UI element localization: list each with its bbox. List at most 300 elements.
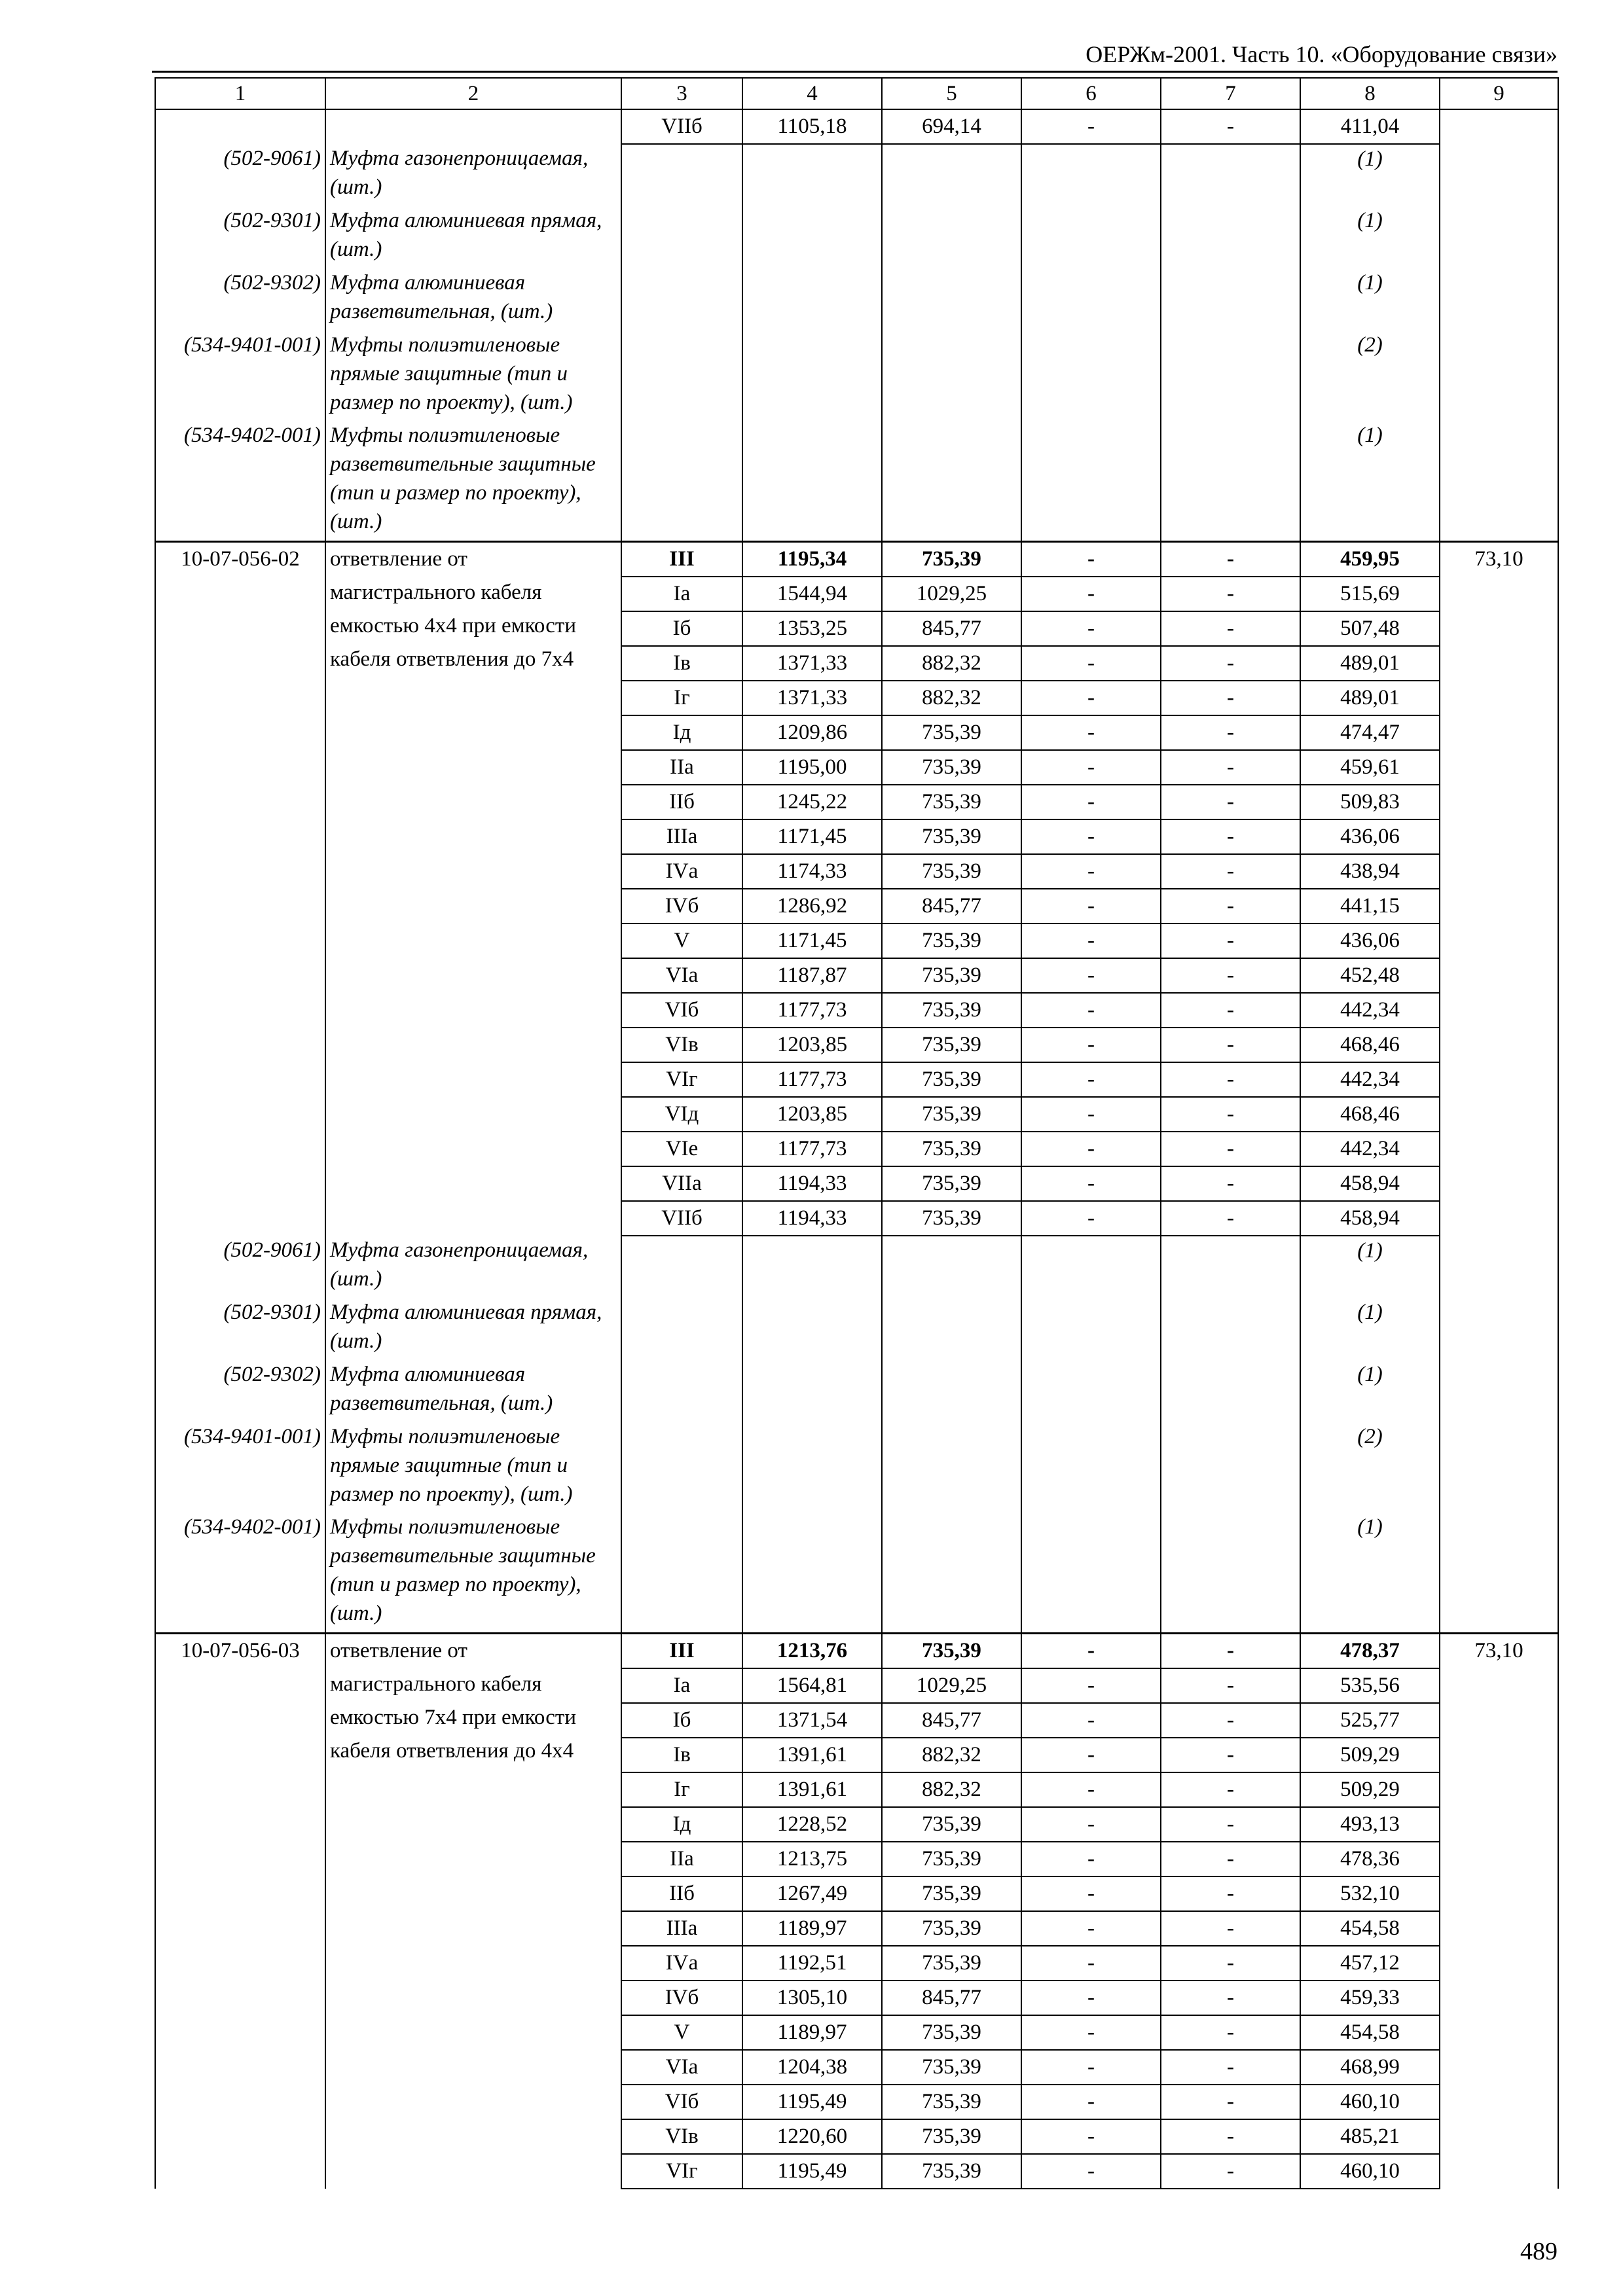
cell-c7: - <box>1161 1807 1300 1842</box>
cell-c5: 735,39 <box>882 785 1021 819</box>
cell-c6: - <box>1021 2050 1161 2085</box>
cell-c3: IIа <box>621 1842 742 1876</box>
empty-cell <box>1440 144 1558 206</box>
cell-c3: VIе <box>621 1132 742 1166</box>
cell-c6: - <box>1021 750 1161 785</box>
cell-c3: VIв <box>621 1028 742 1062</box>
cell-c8: 452,48 <box>1300 958 1440 993</box>
norm-description: ответвление от магистрального кабеля емкостью 4х4 при емкости кабеля ответвления до 7х4 <box>325 542 621 1202</box>
cell-c3: Iд <box>621 1807 742 1842</box>
cell-c8: 442,34 <box>1300 1132 1440 1166</box>
cell-c4: 1353,25 <box>742 611 882 646</box>
empty-cell <box>621 144 742 206</box>
empty-cell <box>621 268 742 331</box>
rates-table <box>155 77 1559 2189</box>
cell-c7: - <box>1161 1911 1300 1946</box>
cell-c5: 1029,25 <box>882 577 1021 611</box>
cell-c8: 442,34 <box>1300 993 1440 1028</box>
empty-cell <box>155 109 325 144</box>
cell-c5: 735,39 <box>882 1132 1021 1166</box>
material-quantity: (1) <box>1300 1360 1440 1422</box>
cell-c3: Iв <box>621 1738 742 1772</box>
norm-header-row <box>155 1634 1558 1669</box>
cell-c3: V <box>621 924 742 958</box>
empty-cell <box>621 1422 742 1513</box>
cell-c6: - <box>1021 1772 1161 1807</box>
cell-c4: 1105,18 <box>742 109 882 144</box>
column-number: 6 <box>1021 78 1161 109</box>
cell-c7: - <box>1161 1668 1300 1703</box>
empty-cell <box>1440 1513 1558 1634</box>
empty-cell <box>882 1513 1021 1634</box>
cell-c4: 1228,52 <box>742 1807 882 1842</box>
empty-cell <box>742 144 882 206</box>
cell-c6: - <box>1021 542 1161 577</box>
cell-c7: - <box>1161 1097 1300 1132</box>
material-code: (534-9401-001) <box>155 1422 325 1513</box>
material-code: (502-9302) <box>155 1360 325 1422</box>
header-rule <box>152 71 1558 73</box>
material-row <box>155 421 1558 542</box>
column-number: 8 <box>1300 78 1440 109</box>
empty-cell <box>882 421 1021 542</box>
cell-c4: 1194,33 <box>742 1201 882 1236</box>
region-row <box>155 1201 1558 1236</box>
cell-c5: 735,39 <box>882 1911 1021 1946</box>
empty-cell <box>621 331 742 421</box>
cell-c8: 458,94 <box>1300 1201 1440 1236</box>
cell-c3: Iа <box>621 1668 742 1703</box>
cell-c7: - <box>1161 1062 1300 1097</box>
cell-c8: 485,21 <box>1300 2119 1440 2154</box>
cell-c4: 1195,34 <box>742 542 882 577</box>
cell-c4: 1174,33 <box>742 854 882 889</box>
cell-c7: - <box>1161 889 1300 924</box>
cell-c5: 882,32 <box>882 646 1021 681</box>
cell-c7: - <box>1161 993 1300 1028</box>
cell-c7: - <box>1161 1634 1300 1669</box>
cell-c8: 509,29 <box>1300 1738 1440 1772</box>
cell-c8: 454,58 <box>1300 2015 1440 2050</box>
cell-c4: 1171,45 <box>742 924 882 958</box>
empty-cell <box>882 1360 1021 1422</box>
cell-c4: 1371,54 <box>742 1703 882 1738</box>
cell-c8: 525,77 <box>1300 1703 1440 1738</box>
cell-c6: - <box>1021 993 1161 1028</box>
norm-code: 10-07-056-02 <box>155 542 325 1202</box>
cell-c4: 1391,61 <box>742 1772 882 1807</box>
material-code: (534-9401-001) <box>155 331 325 421</box>
cell-c8: 436,06 <box>1300 924 1440 958</box>
cell-c5: 735,39 <box>882 1946 1021 1981</box>
empty-cell <box>1440 1360 1558 1422</box>
empty-cell <box>325 1201 621 1236</box>
empty-cell <box>621 1298 742 1360</box>
cell-c5: 735,39 <box>882 1028 1021 1062</box>
cell-c4: 1203,85 <box>742 1097 882 1132</box>
cell-c3: IVб <box>621 1981 742 2015</box>
empty-cell <box>1021 1422 1161 1513</box>
cell-c8: 478,36 <box>1300 1842 1440 1876</box>
cell-c3: Iб <box>621 611 742 646</box>
empty-cell <box>621 206 742 268</box>
cell-c3: IIб <box>621 785 742 819</box>
empty-cell <box>621 1360 742 1422</box>
cell-c7: - <box>1161 1876 1300 1911</box>
cell-c6: - <box>1021 1668 1161 1703</box>
cell-c7: - <box>1161 1703 1300 1738</box>
cell-c5: 735,39 <box>882 1062 1021 1097</box>
cell-c5: 1029,25 <box>882 1668 1021 1703</box>
empty-cell <box>1161 421 1300 542</box>
material-name: Муфта алюминиевая разветвительная, (шт.) <box>325 1360 621 1422</box>
empty-cell <box>1021 421 1161 542</box>
cell-c3: VIб <box>621 993 742 1028</box>
column-number: 7 <box>1161 78 1300 109</box>
cell-c7: - <box>1161 1772 1300 1807</box>
cell-c7: - <box>1161 577 1300 611</box>
cell-c4: 1194,33 <box>742 1166 882 1201</box>
empty-cell <box>742 268 882 331</box>
cell-c5: 735,39 <box>882 1634 1021 1669</box>
cell-c7: - <box>1161 542 1300 577</box>
material-name: Муфты полиэтиленовые разветвительные защитные (тип и размер по проекту), (шт.) <box>325 421 621 542</box>
cell-c6: - <box>1021 958 1161 993</box>
cell-c3: VIг <box>621 1062 742 1097</box>
cell-c6: - <box>1021 1634 1161 1669</box>
cell-c8: 411,04 <box>1300 109 1440 144</box>
empty-cell <box>1161 1513 1300 1634</box>
cell-c4: 1195,49 <box>742 2154 882 2189</box>
cell-c8: 459,33 <box>1300 1981 1440 2015</box>
cell-c8: 436,06 <box>1300 819 1440 854</box>
empty-cell <box>742 1236 882 1298</box>
empty-cell <box>742 1360 882 1422</box>
cell-c5: 735,39 <box>882 2015 1021 2050</box>
cell-c7: - <box>1161 715 1300 750</box>
cell-c6: - <box>1021 1097 1161 1132</box>
cell-c4: 1192,51 <box>742 1946 882 1981</box>
cell-c6: - <box>1021 715 1161 750</box>
empty-cell <box>882 1422 1021 1513</box>
column-number: 4 <box>742 78 882 109</box>
cell-c6: - <box>1021 1166 1161 1201</box>
cell-c5: 882,32 <box>882 1738 1021 1772</box>
empty-cell <box>325 109 621 144</box>
material-name: Муфты полиэтиленовые разветвительные защитные (тип и размер по проекту), (шт.) <box>325 1513 621 1634</box>
empty-cell <box>882 1298 1021 1360</box>
cell-c3: Iв <box>621 646 742 681</box>
material-name: Муфта газонепроницаемая, (шт.) <box>325 144 621 206</box>
cell-c5: 882,32 <box>882 1772 1021 1807</box>
cell-c4: 1286,92 <box>742 889 882 924</box>
cell-c4: 1209,86 <box>742 715 882 750</box>
cell-c6: - <box>1021 646 1161 681</box>
cell-c7: - <box>1161 2050 1300 2085</box>
empty-cell <box>1021 331 1161 421</box>
empty-cell <box>621 1236 742 1298</box>
cell-c3: VIб <box>621 2085 742 2119</box>
cell-c4: 1189,97 <box>742 1911 882 1946</box>
cell-c5: 735,39 <box>882 1097 1021 1132</box>
norm-code: 10-07-056-03 <box>155 1634 325 2189</box>
cell-c6: - <box>1021 1981 1161 2015</box>
cell-c5: 735,39 <box>882 854 1021 889</box>
cell-c8: 489,01 <box>1300 646 1440 681</box>
material-row <box>155 1513 1558 1634</box>
cell-c6: - <box>1021 889 1161 924</box>
cell-c7: - <box>1161 681 1300 715</box>
cell-c7: - <box>1161 958 1300 993</box>
cell-c8: 535,56 <box>1300 1668 1440 1703</box>
material-quantity: (1) <box>1300 1236 1440 1298</box>
material-name: Муфта газонепроницаемая, (шт.) <box>325 1236 621 1298</box>
cell-c6: - <box>1021 2085 1161 2119</box>
empty-cell <box>1021 1360 1161 1422</box>
empty-cell <box>1161 331 1300 421</box>
cell-c8: 459,95 <box>1300 542 1440 577</box>
material-row <box>155 331 1558 421</box>
cell-c8: 532,10 <box>1300 1876 1440 1911</box>
empty-cell <box>742 421 882 542</box>
material-row <box>155 1298 1558 1360</box>
cell-c5: 735,39 <box>882 958 1021 993</box>
material-code: (534-9402-001) <box>155 1513 325 1634</box>
column-number: 5 <box>882 78 1021 109</box>
material-code: (502-9302) <box>155 268 325 331</box>
material-code: (534-9402-001) <box>155 421 325 542</box>
cell-c7: - <box>1161 1738 1300 1772</box>
norm-labor: 73,10 <box>1440 1634 1558 2189</box>
page-number: 489 <box>1520 2238 1558 2265</box>
empty-cell <box>1021 268 1161 331</box>
cell-c3: IIа <box>621 750 742 785</box>
running-header: ОЕРЖм-2001. Часть 10. «Оборудование связи» <box>1085 41 1558 67</box>
cell-c8: 509,83 <box>1300 785 1440 819</box>
material-quantity: (2) <box>1300 331 1440 421</box>
cell-c7: - <box>1161 611 1300 646</box>
cell-c5: 735,39 <box>882 2119 1021 2154</box>
cell-c3: IIIа <box>621 819 742 854</box>
empty-cell <box>1440 109 1558 144</box>
empty-cell <box>1161 1360 1300 1422</box>
cell-c4: 1177,73 <box>742 1132 882 1166</box>
empty-cell <box>882 268 1021 331</box>
empty-cell <box>742 1422 882 1513</box>
material-name: Муфта алюминиевая прямая, (шт.) <box>325 1298 621 1360</box>
cell-c8: 507,48 <box>1300 611 1440 646</box>
cell-c5: 845,77 <box>882 611 1021 646</box>
cell-c6: - <box>1021 785 1161 819</box>
cell-c5: 735,39 <box>882 1876 1021 1911</box>
cell-c3: VIв <box>621 2119 742 2154</box>
cell-c8: 515,69 <box>1300 577 1440 611</box>
material-quantity: (1) <box>1300 268 1440 331</box>
cell-c6: - <box>1021 1703 1161 1738</box>
cell-c4: 1189,97 <box>742 2015 882 2050</box>
empty-cell <box>1161 1422 1300 1513</box>
empty-cell <box>1440 1422 1558 1513</box>
cell-c7: - <box>1161 785 1300 819</box>
cell-c8: 493,13 <box>1300 1807 1440 1842</box>
empty-cell <box>155 1201 325 1236</box>
cell-c7: - <box>1161 819 1300 854</box>
material-row <box>155 1360 1558 1422</box>
cell-c7: - <box>1161 924 1300 958</box>
cell-c6: - <box>1021 1807 1161 1842</box>
cell-c3: VIIб <box>621 109 742 144</box>
cell-c4: 1204,38 <box>742 2050 882 2085</box>
cell-c4: 1305,10 <box>742 1981 882 2015</box>
cell-c6: - <box>1021 1132 1161 1166</box>
cell-c8: 468,46 <box>1300 1097 1440 1132</box>
cell-c5: 735,39 <box>882 1842 1021 1876</box>
cell-c7: - <box>1161 1132 1300 1166</box>
cell-c5: 694,14 <box>882 109 1021 144</box>
empty-cell <box>742 1298 882 1360</box>
cell-c4: 1213,75 <box>742 1842 882 1876</box>
cell-c7: - <box>1161 1201 1300 1236</box>
cell-c3: IIIа <box>621 1911 742 1946</box>
column-number: 9 <box>1440 78 1558 109</box>
cell-c5: 735,39 <box>882 2050 1021 2085</box>
cell-c6: - <box>1021 2119 1161 2154</box>
cell-c6: - <box>1021 577 1161 611</box>
cell-c6: - <box>1021 924 1161 958</box>
cell-c3: Iд <box>621 715 742 750</box>
empty-cell <box>1161 1298 1300 1360</box>
cell-c7: - <box>1161 2119 1300 2154</box>
cell-c6: - <box>1021 1738 1161 1772</box>
region-row <box>155 109 1558 144</box>
cell-c7: - <box>1161 750 1300 785</box>
column-number: 3 <box>621 78 742 109</box>
cell-c7: - <box>1161 1981 1300 2015</box>
cell-c7: - <box>1161 2015 1300 2050</box>
material-row <box>155 1422 1558 1513</box>
cell-c5: 735,39 <box>882 1201 1021 1236</box>
cell-c5: 845,77 <box>882 1981 1021 2015</box>
cell-c5: 845,77 <box>882 889 1021 924</box>
material-row <box>155 144 1558 206</box>
cell-c4: 1220,60 <box>742 2119 882 2154</box>
cell-c3: VIд <box>621 1097 742 1132</box>
cell-c8: 489,01 <box>1300 681 1440 715</box>
cell-c3: Iа <box>621 577 742 611</box>
cell-c7: - <box>1161 2154 1300 2189</box>
cell-c8: 441,15 <box>1300 889 1440 924</box>
cell-c3: III <box>621 1634 742 1669</box>
cell-c7: - <box>1161 1842 1300 1876</box>
material-code: (502-9301) <box>155 1298 325 1360</box>
material-code: (502-9061) <box>155 144 325 206</box>
cell-c8: 438,94 <box>1300 854 1440 889</box>
norm-labor: 73,10 <box>1440 542 1558 1202</box>
cell-c8: 459,61 <box>1300 750 1440 785</box>
cell-c3: IVб <box>621 889 742 924</box>
cell-c5: 735,39 <box>882 2085 1021 2119</box>
cell-c7: - <box>1161 854 1300 889</box>
cell-c4: 1195,49 <box>742 2085 882 2119</box>
material-row <box>155 206 1558 268</box>
column-number-row <box>155 78 1558 109</box>
cell-c7: - <box>1161 2085 1300 2119</box>
empty-cell <box>1440 268 1558 331</box>
cell-c5: 735,39 <box>882 750 1021 785</box>
cell-c6: - <box>1021 2154 1161 2189</box>
empty-cell <box>742 1513 882 1634</box>
cell-c3: VIа <box>621 958 742 993</box>
material-name: Муфта алюминиевая разветвительная, (шт.) <box>325 268 621 331</box>
cell-c3: Iг <box>621 681 742 715</box>
cell-c6: - <box>1021 1028 1161 1062</box>
cell-c6: - <box>1021 1946 1161 1981</box>
cell-c6: - <box>1021 1842 1161 1876</box>
cell-c8: 468,46 <box>1300 1028 1440 1062</box>
empty-cell <box>882 331 1021 421</box>
empty-cell <box>1440 1236 1558 1298</box>
cell-c6: - <box>1021 611 1161 646</box>
cell-c6: - <box>1021 1911 1161 1946</box>
material-code: (502-9061) <box>155 1236 325 1298</box>
empty-cell <box>1161 144 1300 206</box>
empty-cell <box>1021 206 1161 268</box>
cell-c6: - <box>1021 109 1161 144</box>
cell-c8: 478,37 <box>1300 1634 1440 1669</box>
empty-cell <box>882 206 1021 268</box>
empty-cell <box>1021 1236 1161 1298</box>
cell-c5: 882,32 <box>882 681 1021 715</box>
column-number: 1 <box>155 78 325 109</box>
material-row <box>155 268 1558 331</box>
cell-c5: 735,39 <box>882 819 1021 854</box>
cell-c7: - <box>1161 646 1300 681</box>
cell-c3: IIб <box>621 1876 742 1911</box>
cell-c8: 457,12 <box>1300 1946 1440 1981</box>
empty-cell <box>1440 206 1558 268</box>
empty-cell <box>1161 268 1300 331</box>
empty-cell <box>742 331 882 421</box>
cell-c8: 454,58 <box>1300 1911 1440 1946</box>
cell-c7: - <box>1161 1946 1300 1981</box>
cell-c6: - <box>1021 1062 1161 1097</box>
cell-c3: Iб <box>621 1703 742 1738</box>
cell-c5: 735,39 <box>882 1166 1021 1201</box>
cell-c4: 1187,87 <box>742 958 882 993</box>
cell-c8: 442,34 <box>1300 1062 1440 1097</box>
cell-c4: 1177,73 <box>742 1062 882 1097</box>
cell-c6: - <box>1021 681 1161 715</box>
cell-c5: 735,39 <box>882 924 1021 958</box>
cell-c3: IVа <box>621 1946 742 1981</box>
cell-c7: - <box>1161 109 1300 144</box>
material-quantity: (1) <box>1300 1513 1440 1634</box>
material-quantity: (1) <box>1300 144 1440 206</box>
cell-c4: 1171,45 <box>742 819 882 854</box>
empty-cell <box>882 144 1021 206</box>
cell-c8: 509,29 <box>1300 1772 1440 1807</box>
cell-c3: VIг <box>621 2154 742 2189</box>
empty-cell <box>1440 331 1558 421</box>
material-quantity: (2) <box>1300 1422 1440 1513</box>
cell-c6: - <box>1021 819 1161 854</box>
material-quantity: (1) <box>1300 206 1440 268</box>
cell-c4: 1564,81 <box>742 1668 882 1703</box>
cell-c6: - <box>1021 854 1161 889</box>
cell-c4: 1195,00 <box>742 750 882 785</box>
norm-description: ответвление от магистрального кабеля емкостью 7х4 при емкости кабеля ответвления до 4х4 <box>325 1634 621 2189</box>
cell-c3: VIIа <box>621 1166 742 1201</box>
